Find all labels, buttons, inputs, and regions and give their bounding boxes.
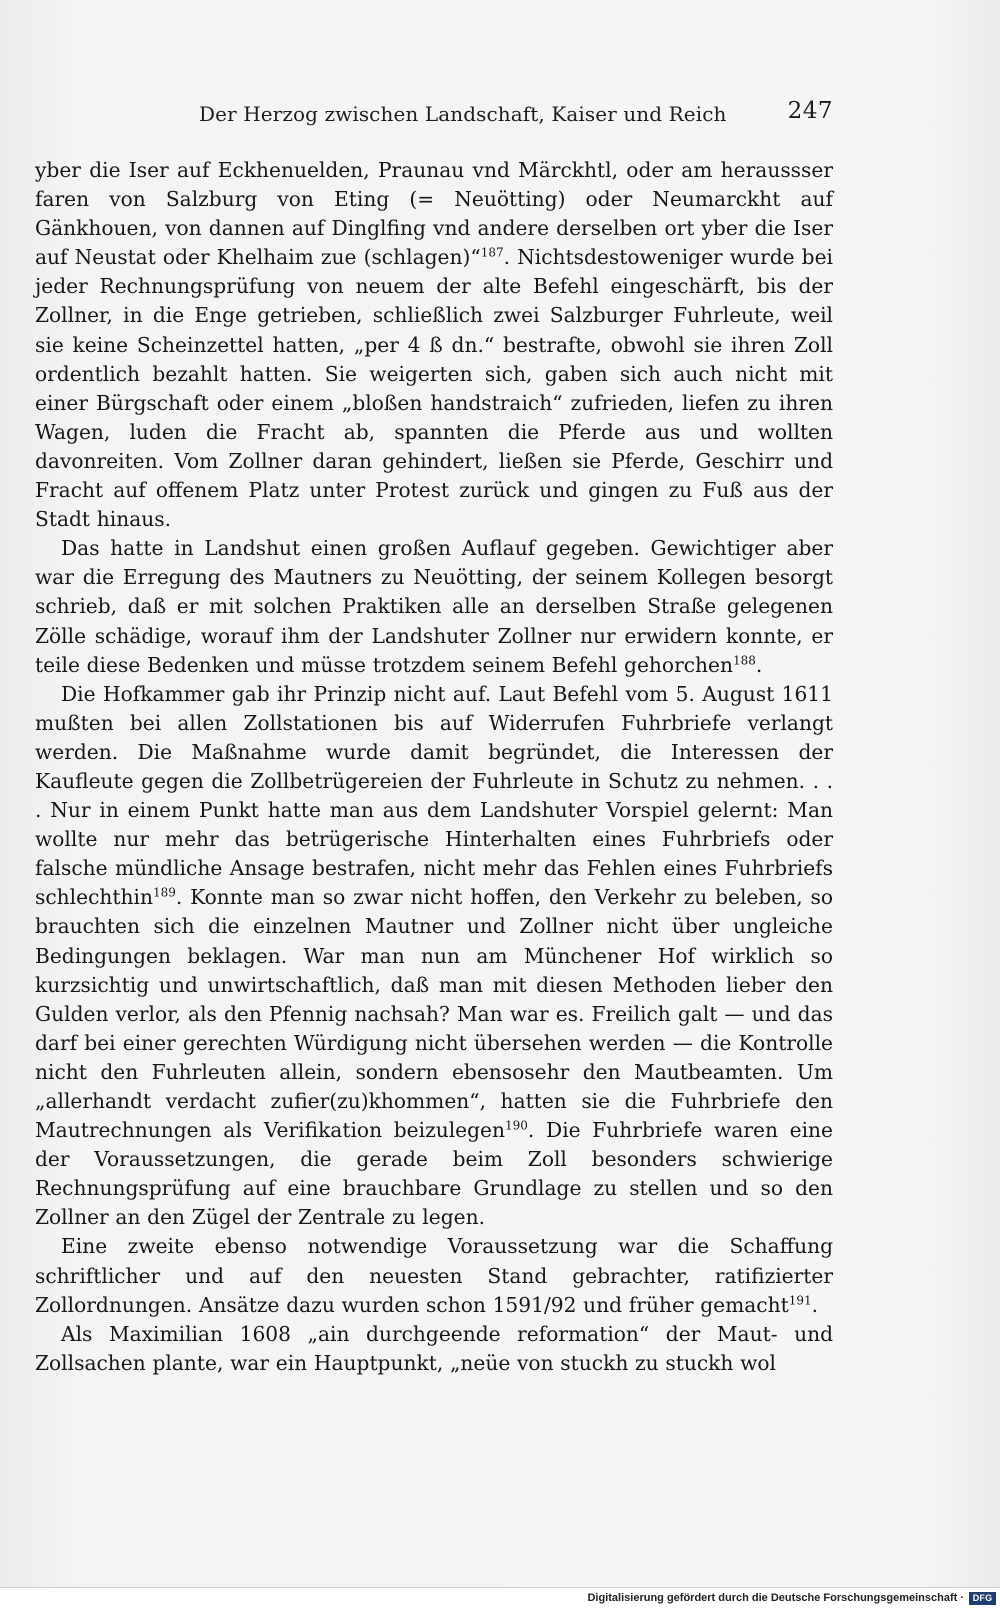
paragraph-5 [35,1320,833,1378]
paragraph-2 [35,534,833,679]
page-number: 247 [787,98,833,124]
footnote-ref-188: 188 [732,652,756,667]
digitization-credit: Digitalisierung gefördert durch die Deutsche Forschungsgemeinschaft · [587,1592,964,1604]
paragraph-3-text-after-note: . Konnte man so zwar nicht hoffen, den Verkehr zu beleben, so brauchten sich die einzelnen Mautner und Zollner nicht über ungleiche Bedingungen beklagen. War man nun am Münchener Hof wirklich so kurzsichtig und unwirtschaftlich, daß man mit diesen Methoden lieber den Gulden verlor, als den Pfennig nachsah? Man war es. Freilich galt — und das darf bei einer gerechten Würdigung nicht übersehen werden — die Kontrolle nicht den Fuhrleuten allein, sondern ebensosehr den Mautbeamten. Um „allerhandt verdacht zufier(zu)khommen“, hatten sie die Fuhrbriefe den Mautrechnungen als Verifikation beizulegen [35,885,833,1143]
paragraph-5-text: Als Maximilian 1608 „ain durchgeende reformation“ der Maut- und Zollsachen plante, war ein Hauptpunkt, „neüe von stuckh zu stuckh wol [35,1321,833,1375]
digitization-footer [0,1587,1000,1610]
main-text [35,156,833,1378]
footnote-ref-189: 189 [152,885,176,900]
running-title: Der Herzog zwischen Landschaft, Kaiser und Reich [199,102,727,126]
footnote-ref-190: 190 [505,1118,528,1133]
footnote-ref-187: 187 [480,245,504,260]
paragraph-1-text-before-note: yber die Iser auf Eckhenuelden, Praunau vnd Märckhtl, oder am heraussser faren von Salzburg von Eting (= Neuötting) oder Neumarckht auf Gänkhouen, von dannen auf Dinglfing vnd andere derselben ort yber die Iser auf Neustat oder Khelhaim zue (schlagen)“ [35,158,833,270]
paragraph-3-text-before-note: Die Hofkammer gab ihr Prinzip nicht auf. Laut Befehl vom 5. August 1611 mußten bei allen Zollstationen bis auf Widerrufen Fuhrbriefe verlangt werden. Die Maßnahme wurde damit begründet, die Interessen der Kaufleute gegen die Zollbetrügereien der Fuhrleute in Schutz zu nehmen. . . . Nur in einem Punkt hatte man aus dem Landshuter Vorspiel gelernt: Man wollte nur mehr das betrügerische Hinterhalten eines Fuhrbriefs oder falsche mündliche Ansage bestrafen, nicht mehr das Fehlen eines Fuhrbriefs schlechthin [35,681,833,910]
paragraph-2-text: Das hatte in Landshut einen großen Auflauf gegeben. Gewichtiger aber war die Erregung des Mautners zu Neuötting, der seinem Kollegen besorgt schrieb, daß er mit solchen Praktiken alle an derselben Straße gelegenen Zölle schädige, worauf ihm der Landshuter Zollner nur erwidern konnte, er teile diese Bedenken und müsse trotzdem seinem Befehl gehorchen [35,536,833,677]
paragraph-2-text-after-note: . [755,652,763,677]
dfg-logo-icon: DFG [969,1592,996,1605]
paragraph-4-text-after-note: . [811,1292,819,1317]
running-header [35,98,833,132]
paragraph-4 [35,1232,833,1319]
paragraph-3-text-after-second-note: . Die Fuhrbriefe waren eine der Voraussetzungen, die gerade beim Zoll besonders schwierige Rechnungsprüfung auf eine brauchbare Grundlage zu stellen und so den Zollner an den Zügel der Zentrale zu legen. [35,1118,833,1230]
paragraph-4-text: Eine zweite ebenso notwendige Voraussetzung war die Schaffung schriftlicher und auf den neuesten Stand gebrachter, ratifizierter Zollordnungen. Ansätze dazu wurden schon 1591/92 und früher gemacht [35,1234,833,1317]
footnote-ref-191: 191 [788,1292,812,1307]
paragraph-3 [35,680,833,1233]
paragraph-1 [35,156,833,534]
paragraph-1-text-after-note: . Nichtsdestoweniger wurde bei jeder Rechnungsprüfung von neuem der alte Befehl eingeschärft, bis der Zollner, in die Enge getrieben, schließlich zwei Salzburger Fuhrleute, weil sie keine Scheinzettel hatten, „per 4 ß dn.“ bestrafte, obwohl sie ihren Zoll ordentlich bezahlt hatten. Sie weigerten sich, gaben sich auch nicht mit einer Bürgschaft oder einem „bloßen handstraich“ zufrieden, liefen zu ihren Wagen, luden die Fracht ab, spannten die Pferde aus und wollten davonreiten. Vom Zollner daran gehindert, ließen sie Pferde, Geschirr und Fracht auf offenem Platz unter Protest zurück und gingen zu Fuß aus der Stadt hinaus. [35,245,834,532]
